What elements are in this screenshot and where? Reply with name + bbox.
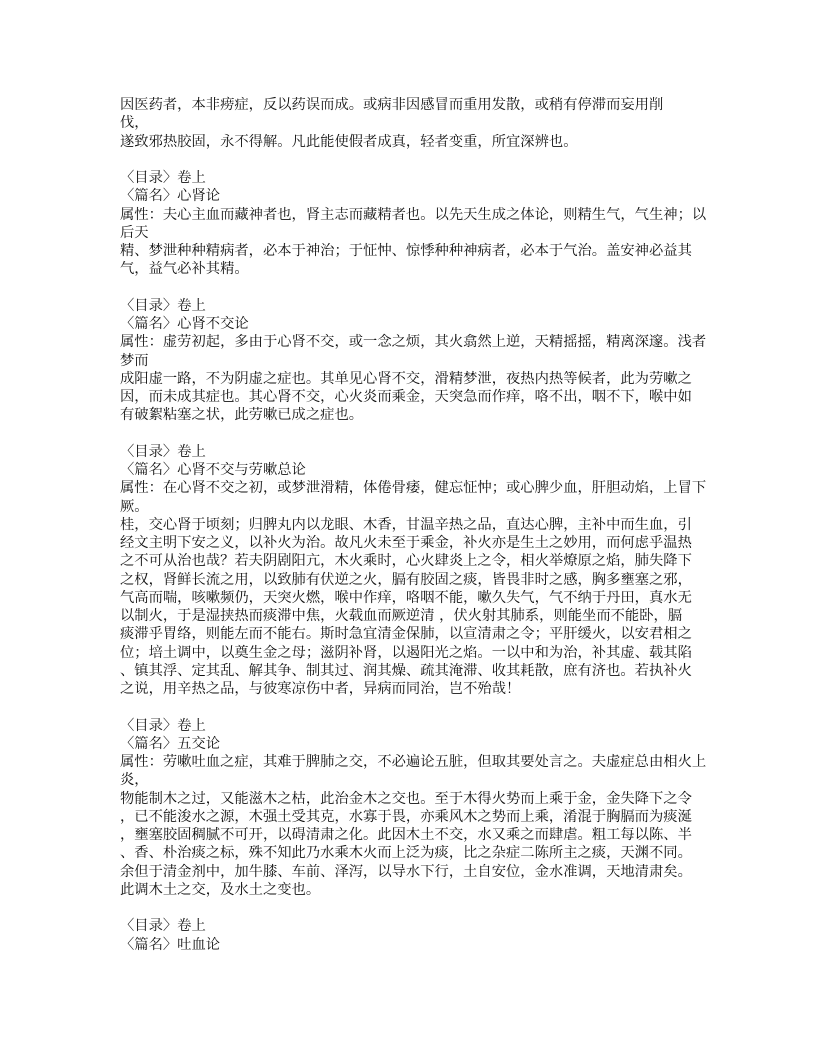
text-line: 痰滞乎胃络，则能左而不能右。斯时急宜清金保肺，以宣清肃之令；平肝缓火，以安君相之 bbox=[120, 626, 692, 643]
text-line: 物能制木之过，又能滋木之枯，此治金木之交也。至于木得火势而上乘于金，金失降下之令 bbox=[120, 790, 692, 807]
chapter-title: 〈篇名〉五交论 bbox=[120, 735, 221, 752]
text-line: 成阳虚一路，不为阴虚之症也。其单见心肾不交，滑精梦泄，夜热内热等候者，此为劳嗽之 bbox=[120, 370, 692, 387]
document-section bbox=[120, 151, 720, 279]
section-spacer bbox=[120, 151, 720, 169]
document-body bbox=[120, 96, 720, 954]
text-line: 此调木土之交，及水土之变也。 bbox=[120, 881, 321, 898]
catalog-heading: 〈目录〉卷上 bbox=[120, 170, 206, 186]
text-line: 桂，交心肾于顷刻；归脾丸内以龙眼、木香，甘温辛热之品，直达心脾，主补中而生血，引 bbox=[120, 516, 692, 533]
text-line: 位；培土调中，以奠生金之母；滋阴补肾，以遏阳光之焰。一以中和为治，补其虚、载其陷 bbox=[120, 644, 692, 661]
text-line: 厥。 bbox=[120, 498, 149, 515]
text-line: ，壅塞胶固稠腻不可开，以碍清肃之化。此因木土不交，水又乘之而肆虐。粗工每以陈、半 bbox=[120, 827, 692, 843]
chapter-title: 〈篇名〉心肾不交与劳嗽总论 bbox=[120, 462, 306, 478]
catalog-heading: 〈目录〉卷上 bbox=[120, 717, 206, 734]
document-section bbox=[120, 96, 720, 151]
text-line: 之说，用辛热之品，与彼寒凉伤中者，异病而同治，岂不殆哉！ bbox=[120, 681, 521, 697]
document-section bbox=[120, 698, 720, 899]
text-line: 因，而未成其症也。其心肾不交，心火炎而乘金，天突急而作痒，咯不出，咽不下，喉中如 bbox=[120, 389, 692, 405]
text-line: 梦而 bbox=[120, 352, 149, 369]
text-line: 以制火，于是湿挟热而痰滞中焦，火载血而厥逆清 ，伏火射其肺系，则能坐而不能卧，膈 bbox=[120, 608, 683, 624]
catalog-heading: 〈目录〉卷上 bbox=[120, 443, 206, 460]
text-line: 后天 bbox=[120, 224, 149, 241]
text-line: 气高而喘，咳嗽频仍，天突火燃，喉中作痒，咯咽不能，嗽久失气，气不纳于丹田，真水无 bbox=[120, 589, 692, 606]
text-line: ，已不能浚水之源，木强土受其克，水寡于畏，亦乘风木之势而上乘，淆混于胸膈而为痰涎 bbox=[120, 808, 692, 825]
text-line: 属性：虚劳初起，多由于心肾不交，或一念之烦，其火翕然上逆，天精摇摇，精离深邃。浅者 bbox=[120, 334, 707, 351]
text-line: 属性：劳嗽吐血之症，其难于脾肺之交，不必遍论五脏，但取其要处言之。夫虚症总由相火上 bbox=[120, 754, 707, 770]
text-line: 属性：夫心主血而藏神者也，肾主志而藏精者也。以先天生成之体论，则精生气，气生神；以 bbox=[120, 206, 707, 223]
text-line: 精、梦泄种种精病者，必本于神治；于怔忡、惊悸种种神病者，必本于气治。盖安神必益其 bbox=[120, 243, 692, 259]
catalog-heading: 〈目录〉卷上 bbox=[120, 297, 206, 314]
text-line: 有破絮粘塞之状，此劳嗽已成之症也。 bbox=[120, 407, 364, 424]
text-line: 、镇其浮、定其乱、解其争、制其过、润其燥、疏其淹滞、收其耗散，庶有济也。若执补火 bbox=[120, 662, 692, 679]
text-line: 之权，肾鲜长流之用，以致肺有伏逆之火，膈有胶固之痰，皆畏非时之感，胸多壅塞之邪， bbox=[120, 571, 692, 588]
text-line: 属性：在心肾不交之初，或梦泄滑精，体倦骨痿，健忘怔忡；或心脾少血，肝胆动焰，上冒下 bbox=[120, 480, 707, 497]
text-line: 、香、朴治痰之标，殊不知此乃水乘木火而上泛为痰，比之杂症二陈所主之痰，天渊不同。 bbox=[120, 845, 692, 862]
text-line: 气，益气必补其精。 bbox=[120, 261, 249, 278]
text-line: 经文主明下安之义，以补火为治。故凡火未至于乘金，补火亦是生土之妙用，而何虑乎温热 bbox=[120, 535, 692, 551]
document-section bbox=[120, 425, 720, 699]
text-line: 余但于清金剂中，加牛膝、车前、泽泻，以导水下行，土自安位，金水准调，天地清肃矣。 bbox=[120, 863, 692, 880]
chapter-title: 〈篇名〉心肾不交论 bbox=[120, 316, 249, 332]
chapter-title: 〈篇名〉吐血论 bbox=[120, 936, 221, 953]
chapter-title: 〈篇名〉心肾论 bbox=[120, 188, 221, 205]
section-spacer bbox=[120, 425, 720, 443]
section-spacer bbox=[120, 698, 720, 716]
text-line: 遂致邪热胶固，永不得解。凡此能使假者成真，轻者变重，所宜深辨也。 bbox=[120, 133, 578, 150]
text-line: 炎， bbox=[120, 772, 149, 789]
section-spacer bbox=[120, 279, 720, 297]
text-line: 伐， bbox=[120, 115, 149, 132]
document-section bbox=[120, 899, 720, 954]
catalog-heading: 〈目录〉卷上 bbox=[120, 918, 206, 935]
text-line: 因医药者，本非痨症，反以药误而成。或病非因感冒而重用发散，或稍有停滞而妄用削 bbox=[120, 97, 664, 113]
section-spacer bbox=[120, 899, 720, 917]
document-section bbox=[120, 279, 720, 425]
text-line: 之不可从治也哉？若夫阴剧阳亢，木火乘时，心火肆炎上之令，相火举燎原之焰，肺失降下 bbox=[120, 553, 692, 570]
